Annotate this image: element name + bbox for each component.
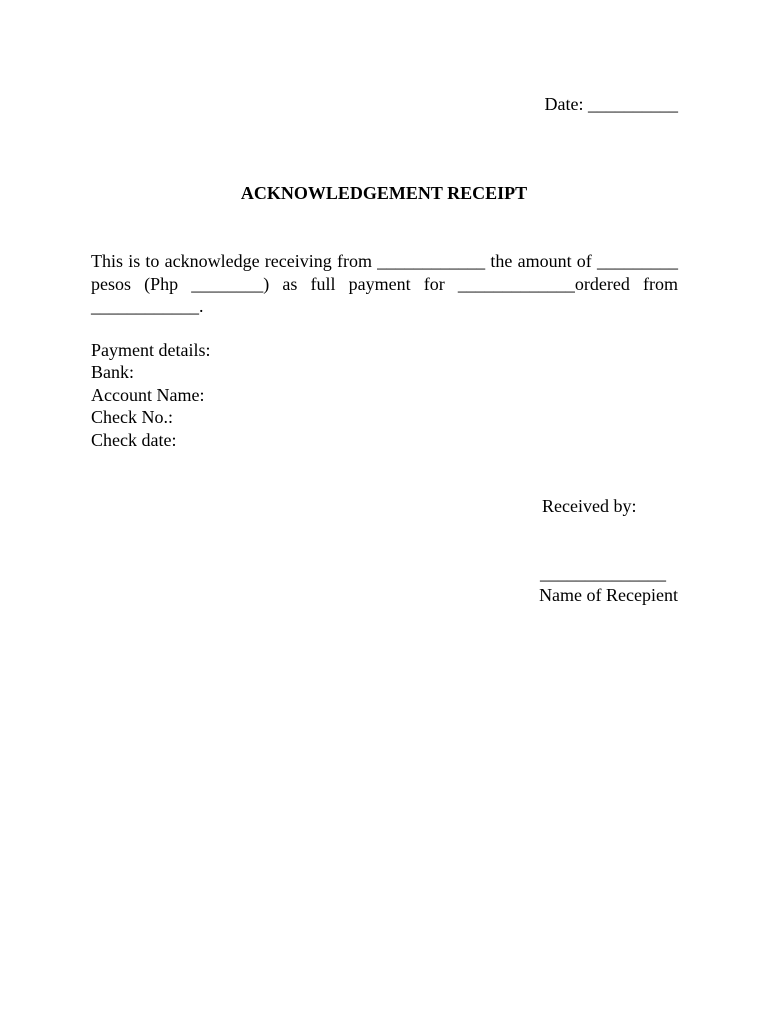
bank-label: Bank: [91, 362, 134, 383]
check-date-label: Check date: [91, 429, 177, 450]
recipient-name-label: Name of Recepient [539, 585, 678, 605]
payment-details-heading: Payment details: [91, 340, 211, 360]
document-title: ACKNOWLEDGEMENT RECEIPT [240, 183, 528, 203]
check-number-label: Check No.: [91, 407, 173, 428]
signature-line: ______________ [540, 563, 666, 583]
payment-details-block [91, 339, 210, 451]
account-name-label: Account Name: [91, 384, 205, 405]
acknowledgement-paragraph: This is to acknowledge receiving from ____________ the amount of _________ pesos (Php ________) as full payment for _____________ordered from ____________. [91, 251, 683, 316]
date-line: Date: __________ [544, 94, 678, 114]
received-by-label: Received by: [542, 496, 637, 516]
